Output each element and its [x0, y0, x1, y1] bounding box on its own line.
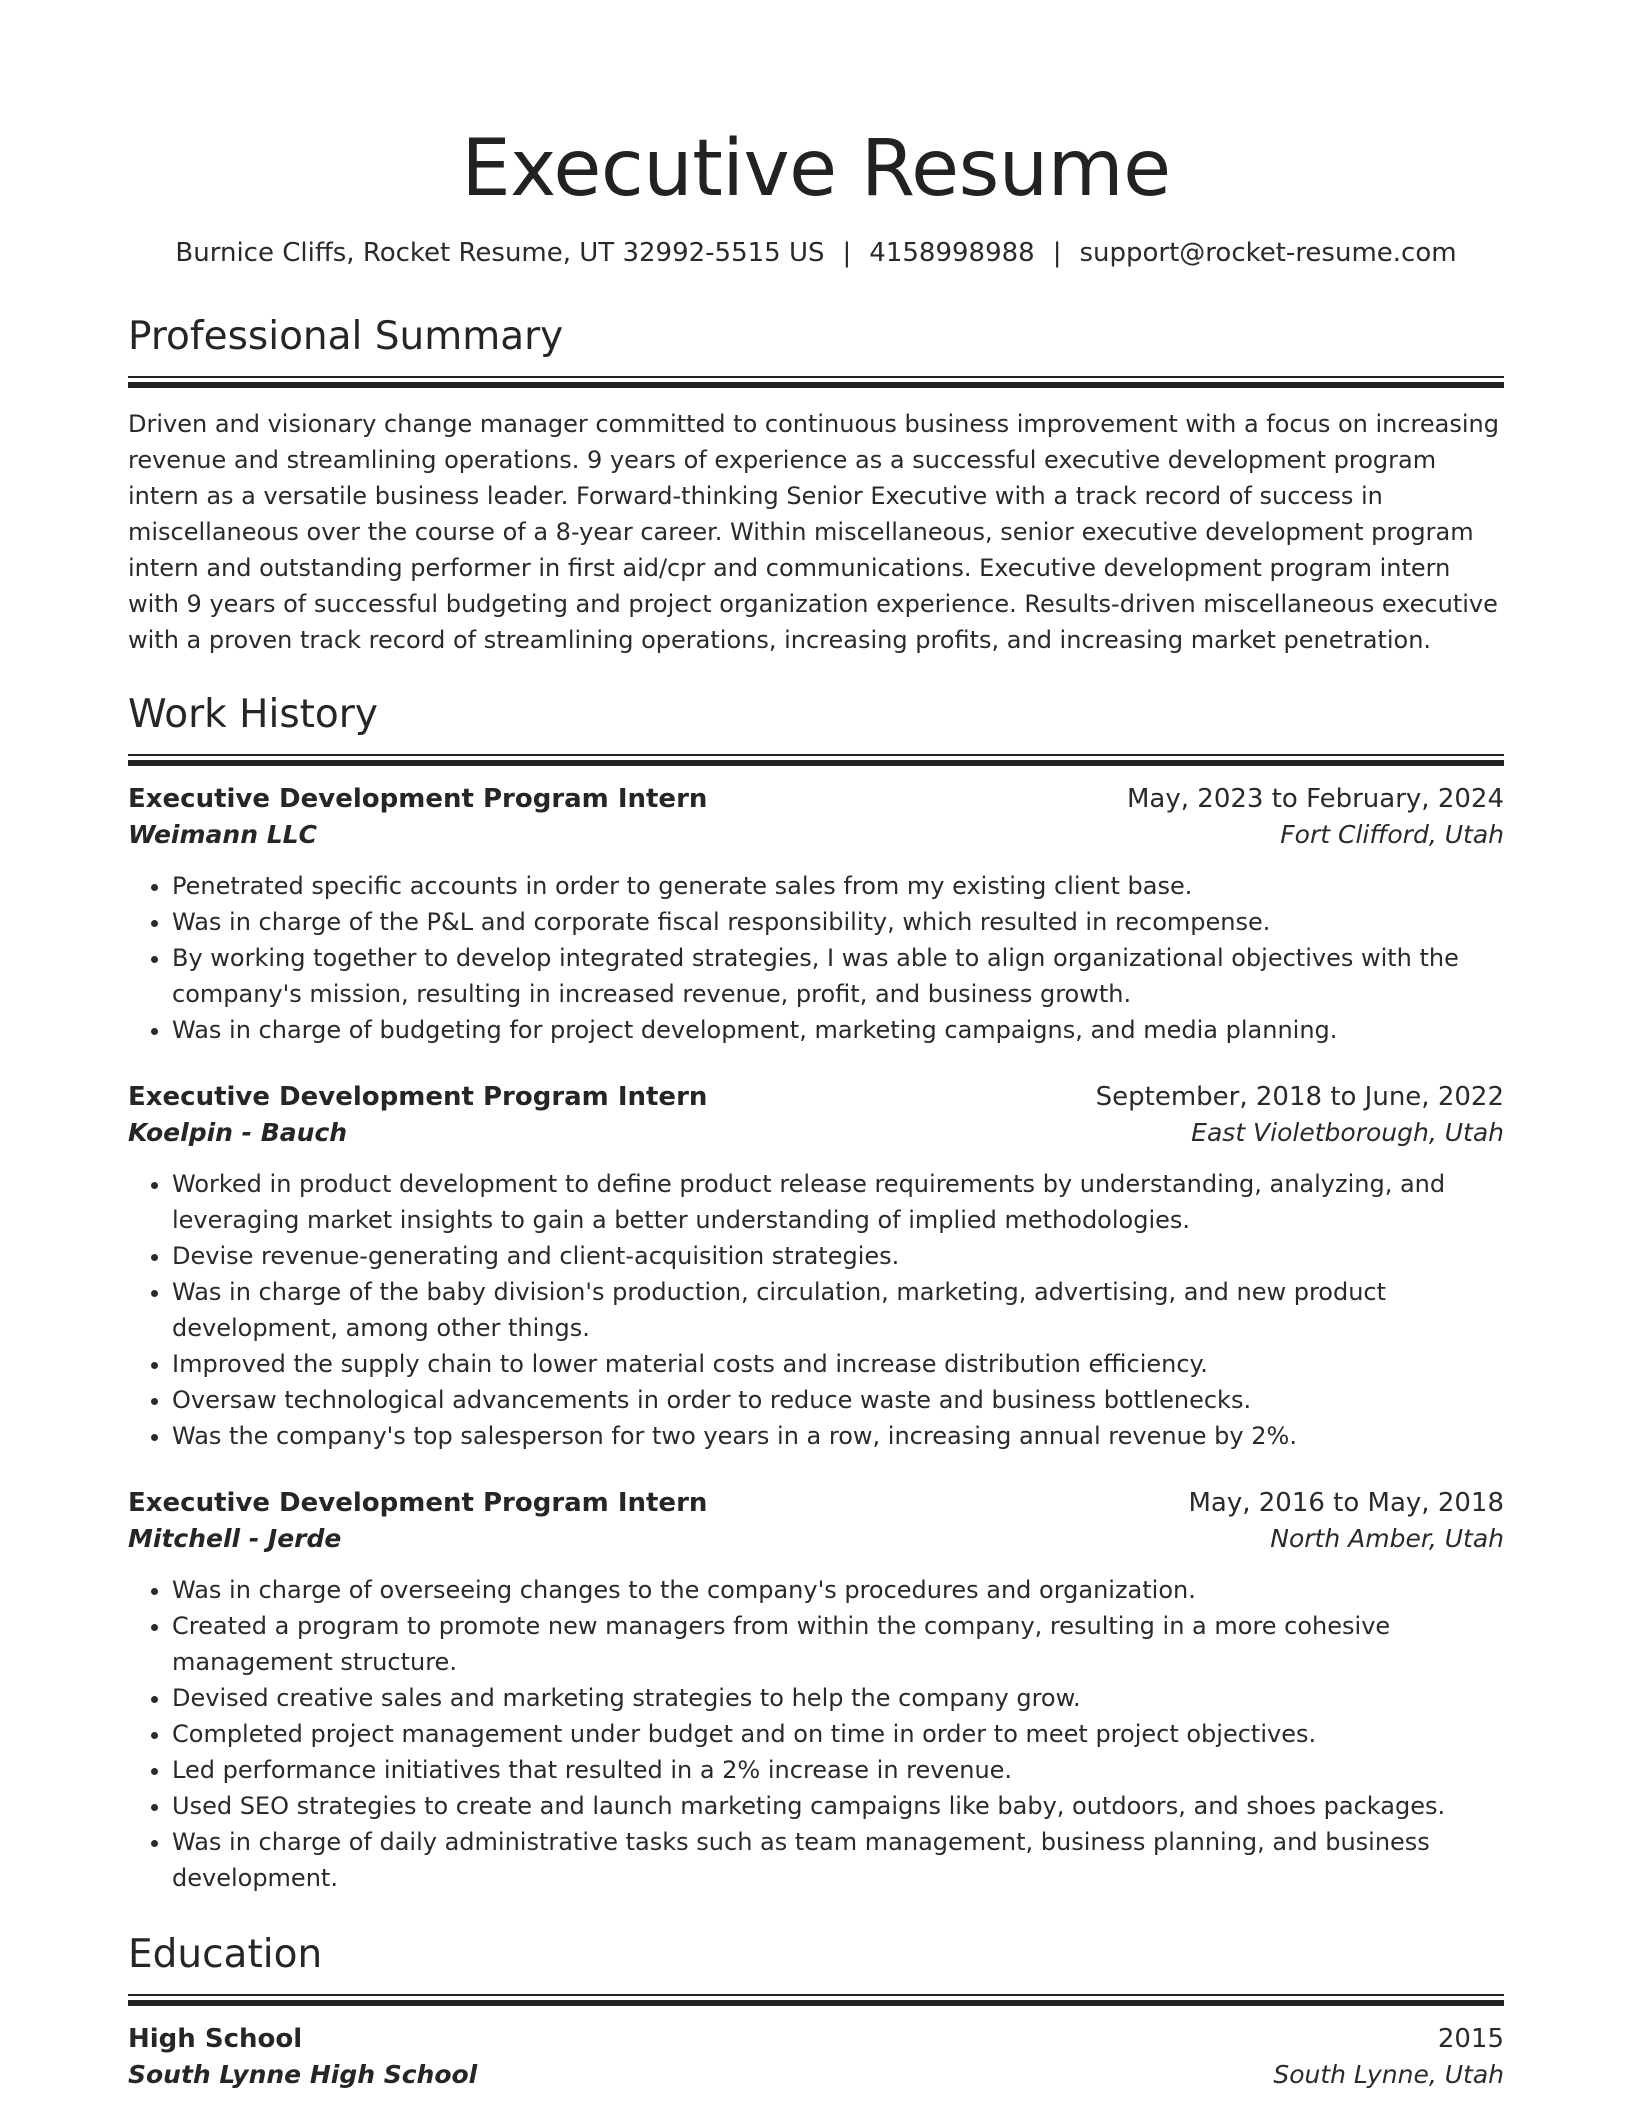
section-divider — [128, 1994, 1504, 2005]
job-title: Executive Development Program Intern — [128, 1081, 708, 1112]
job-entry — [128, 784, 1504, 1048]
job-location: Fort Clifford, Utah — [1280, 819, 1504, 849]
professional-summary-section — [128, 316, 1504, 658]
company-name: Weimann LLC — [128, 819, 317, 849]
summary-text: Driven and visionary change manager committed to continuous business improvement with a focus on increasing revenue and streamlining operations. 9 years of experience as a successful executive development program intern as a versatile business leader. Forward-thinking Senior Executive with a track record of success in miscellaneous over the course of a 8-year career. Within miscellaneous, senior executive development program intern and outstanding performer in first aid/cpr and communications. Executive development program intern with 9 years of successful budgeting and project organization experience. Results-driven miscellaneous executive with a proven track record of streamlining operations, increasing profits, and increasing market penetration. — [128, 409, 1499, 654]
degree-name: High School — [128, 2023, 303, 2054]
job-title: Executive Development Program Intern — [128, 783, 708, 814]
contact-address: Burnice Cliffs, Rocket Resume, UT 32992-5515 US — [175, 238, 825, 268]
list-item: • Was in charge of the baby division's production, circulation, marketing, advertising, and new product development, among other things. — [172, 1274, 1504, 1346]
education-section — [128, 1931, 1504, 2089]
job-bullets — [128, 1166, 1504, 1454]
list-item: • Devise revenue-generating and client-acquisition strategies. — [172, 1238, 1504, 1274]
section-heading-work: Work History — [128, 691, 378, 737]
contact-separator: | — [1052, 238, 1062, 268]
job-dates: May, 2016 to May, 2018 — [1188, 1487, 1504, 1518]
list-item: • Was in charge of overseeing changes to the company's procedures and organization. — [172, 1572, 1504, 1608]
company-name: Koelpin - Bauch — [128, 1117, 348, 1147]
job-location: North Amber, Utah — [1270, 1523, 1504, 1553]
school-location: South Lynne, Utah — [1273, 2059, 1504, 2089]
list-item: • Improved the supply chain to lower material costs and increase distribution efficiency. — [172, 1346, 1504, 1382]
list-item: • Devised creative sales and marketing strategies to help the company grow. — [172, 1680, 1504, 1716]
resume-page — [128, 0, 1504, 2089]
contact-email: support@rocket-resume.com — [1079, 238, 1457, 268]
work-history-section — [128, 691, 1504, 1896]
job-location: East Violetborough, Utah — [1191, 1117, 1504, 1147]
list-item: • Completed project management under budget and on time in order to meet project objectives. — [172, 1716, 1504, 1752]
job-entry — [128, 1488, 1504, 1896]
company-name: Mitchell - Jerde — [128, 1523, 342, 1553]
school-name: South Lynne High School — [128, 2059, 478, 2089]
job-title: Executive Development Program Intern — [128, 1487, 708, 1518]
contact-line — [128, 238, 1504, 268]
list-item: • Was in charge of daily administrative tasks such as team management, business planning, and business development. — [172, 1824, 1504, 1896]
list-item: • Worked in product development to define product release requirements by understanding, analyzing, and leveraging market insights to gain a better understanding of implied methodologies. — [172, 1166, 1504, 1238]
section-heading-summary: Professional Summary — [128, 314, 564, 359]
list-item: • Was the company's top salesperson for two years in a row, increasing annual revenue by 2%. — [172, 1418, 1504, 1454]
list-item: • Oversaw technological advancements in order to reduce waste and business bottlenecks. — [172, 1382, 1504, 1418]
job-bullets — [128, 1572, 1504, 1896]
section-heading-education: Education — [128, 1931, 323, 1977]
list-item: • Penetrated specific accounts in order to generate sales from my existing client base. — [172, 868, 1504, 904]
job-entry — [128, 1082, 1504, 1454]
resume-title: Executive Resume — [461, 124, 1171, 214]
education-year: 2015 — [1437, 2023, 1504, 2054]
list-item: • By working together to develop integrated strategies, I was able to align organizational objectives with the company's mission, resulting in increased revenue, profit, and business growth. — [172, 940, 1504, 1012]
job-bullets — [128, 868, 1504, 1048]
list-item: • Used SEO strategies to create and launch marketing campaigns like baby, outdoors, and shoes packages. — [172, 1788, 1504, 1824]
job-dates: September, 2018 to June, 2022 — [1095, 1081, 1504, 1112]
section-divider — [128, 754, 1504, 765]
list-item: • Created a program to promote new managers from within the company, resulting in a more cohesive management structure. — [172, 1608, 1504, 1680]
list-item: • Led performance initiatives that resulted in a 2% increase in revenue. — [172, 1752, 1504, 1788]
section-divider — [128, 376, 1504, 387]
education-entry — [128, 2024, 1504, 2089]
contact-separator: | — [842, 238, 852, 268]
list-item: • Was in charge of the P&L and corporate fiscal responsibility, which resulted in recompense. — [172, 904, 1504, 940]
contact-phone: 4158998988 — [869, 238, 1035, 268]
job-dates: May, 2023 to February, 2024 — [1127, 783, 1504, 814]
list-item: • Was in charge of budgeting for project development, marketing campaigns, and media planning. — [172, 1012, 1504, 1048]
